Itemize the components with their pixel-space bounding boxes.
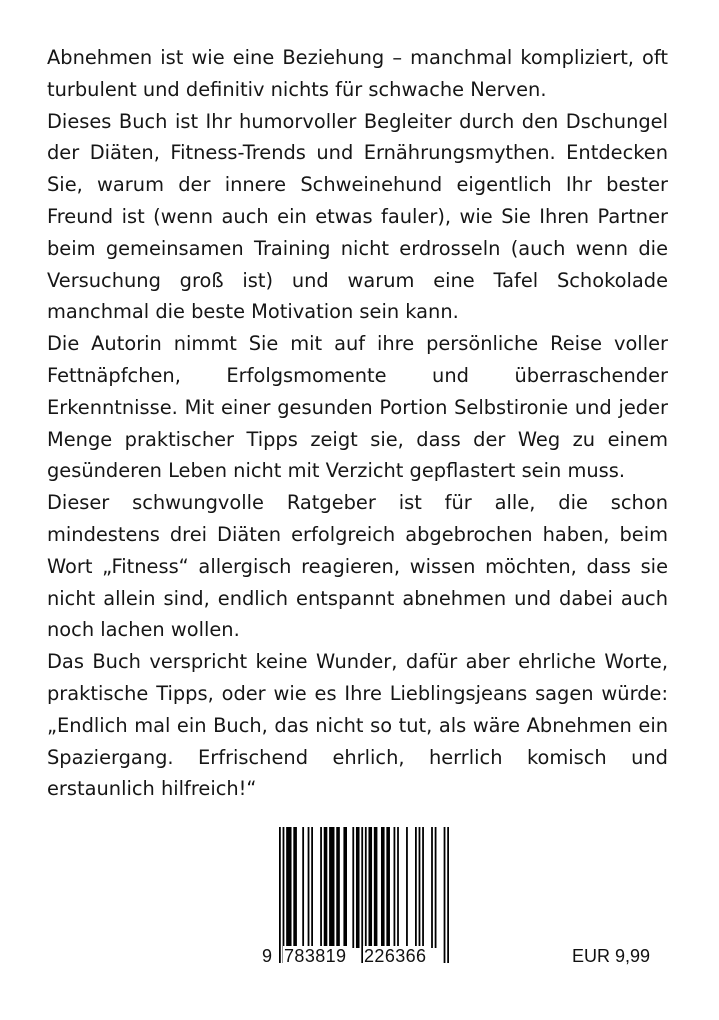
barcode-bar: [311, 827, 313, 948]
blurb-text: [47, 42, 668, 805]
blurb-paragraph: Die Autorin nimmt Sie mit auf ihre persönliche Reise voller Fettnäpfchen, Erfolgsmomente und überraschender Erkenntnisse. Mit einer gesunden Portion Selbstironie und jeder Menge praktischer Tipps zeigt sie, dass der Weg zu einem gesünderen Leben nicht mit Verzicht gepflastert sein muss.: [47, 332, 668, 483]
barcode-bar: [415, 827, 417, 948]
barcode-bars: [279, 827, 449, 963]
barcode-guard-bar: [365, 827, 367, 963]
barcode-bar: [308, 827, 310, 948]
blurb-paragraph: Dieser schwungvolle Ratgeber ist für alle, die schon mindestens drei Diäten erfolgreich abgebrochen haben, beim Wort „Fitness“ allergisch reagieren, wissen möchten, dass sie nicht allein sind, endlich entspannt abnehmen und dabei auch noch lachen wollen.: [47, 491, 668, 642]
barcode-bar: [286, 827, 291, 948]
barcode-bar: [336, 827, 340, 948]
barcode-bar: [324, 827, 328, 948]
barcode-bar: [343, 827, 347, 948]
isbn-left-digits: 783819: [284, 946, 347, 966]
isbn-lead-digit: 9: [262, 946, 273, 966]
blurb-paragraph: Das Buch verspricht keine Wunder, dafür aber ehrliche Worte, praktische Tipps, oder wie es Ihre Lieblingsjeans sagen würde: „Endlich mal ein Buch, das nicht so tut, als wäre Abnehmen ein Spaziergang. Erfrischend ehrlich, herrlich komisch und erstaunlich hilfreich!“: [47, 650, 668, 801]
barcode-guard-bar: [279, 827, 281, 963]
blurb-paragraph: Abnehmen ist wie eine Beziehung – manchmal kompliziert, oft turbulent und definitiv nichts für schwache Nerven.: [47, 46, 668, 101]
barcode-bar: [431, 827, 433, 948]
barcode-bar: [374, 827, 378, 948]
barcode-bar: [320, 827, 322, 948]
barcode-bar: [302, 827, 304, 948]
barcode-bar: [406, 827, 408, 948]
barcode-bar: [435, 827, 437, 948]
barcode-bar: [381, 827, 385, 948]
barcode-bar: [386, 827, 390, 948]
blurb-paragraph: Dieses Buch ist Ihr humorvoller Begleiter durch den Dschungel der Diäten, Fitness-Trends und Ernährungsmythen. Entdecken Sie, warum der innere Schweinehund eigentlich Ihr bester Freund ist (wenn auch ein etwas fauler), wie Sie Ihren Partner beim gemeinsamen Training nicht erdrosseln (auch wenn die Versuchung groß ist) und warum eine Tafel Schokolade manchmal die beste Motivation sein kann.: [47, 109, 668, 324]
barcode-bar: [329, 827, 334, 948]
barcode-guard-bar: [447, 827, 449, 963]
price-label: EUR 9,99: [572, 946, 651, 966]
barcode-bar: [293, 827, 297, 948]
barcode-guard-bar: [444, 827, 446, 963]
barcode-bar: [419, 827, 421, 948]
barcode-bar: [394, 827, 396, 948]
isbn-right-digits: 226366: [364, 946, 427, 966]
isbn-barcode: [261, 827, 451, 969]
barcode-guard-bar: [283, 827, 285, 963]
barcode-bar: [397, 827, 399, 948]
barcode-guard-bar: [361, 827, 363, 963]
barcode-bar: [356, 827, 360, 948]
barcode-bar: [422, 827, 424, 948]
barcode-bar: [368, 827, 372, 948]
barcode-bar: [352, 827, 354, 948]
